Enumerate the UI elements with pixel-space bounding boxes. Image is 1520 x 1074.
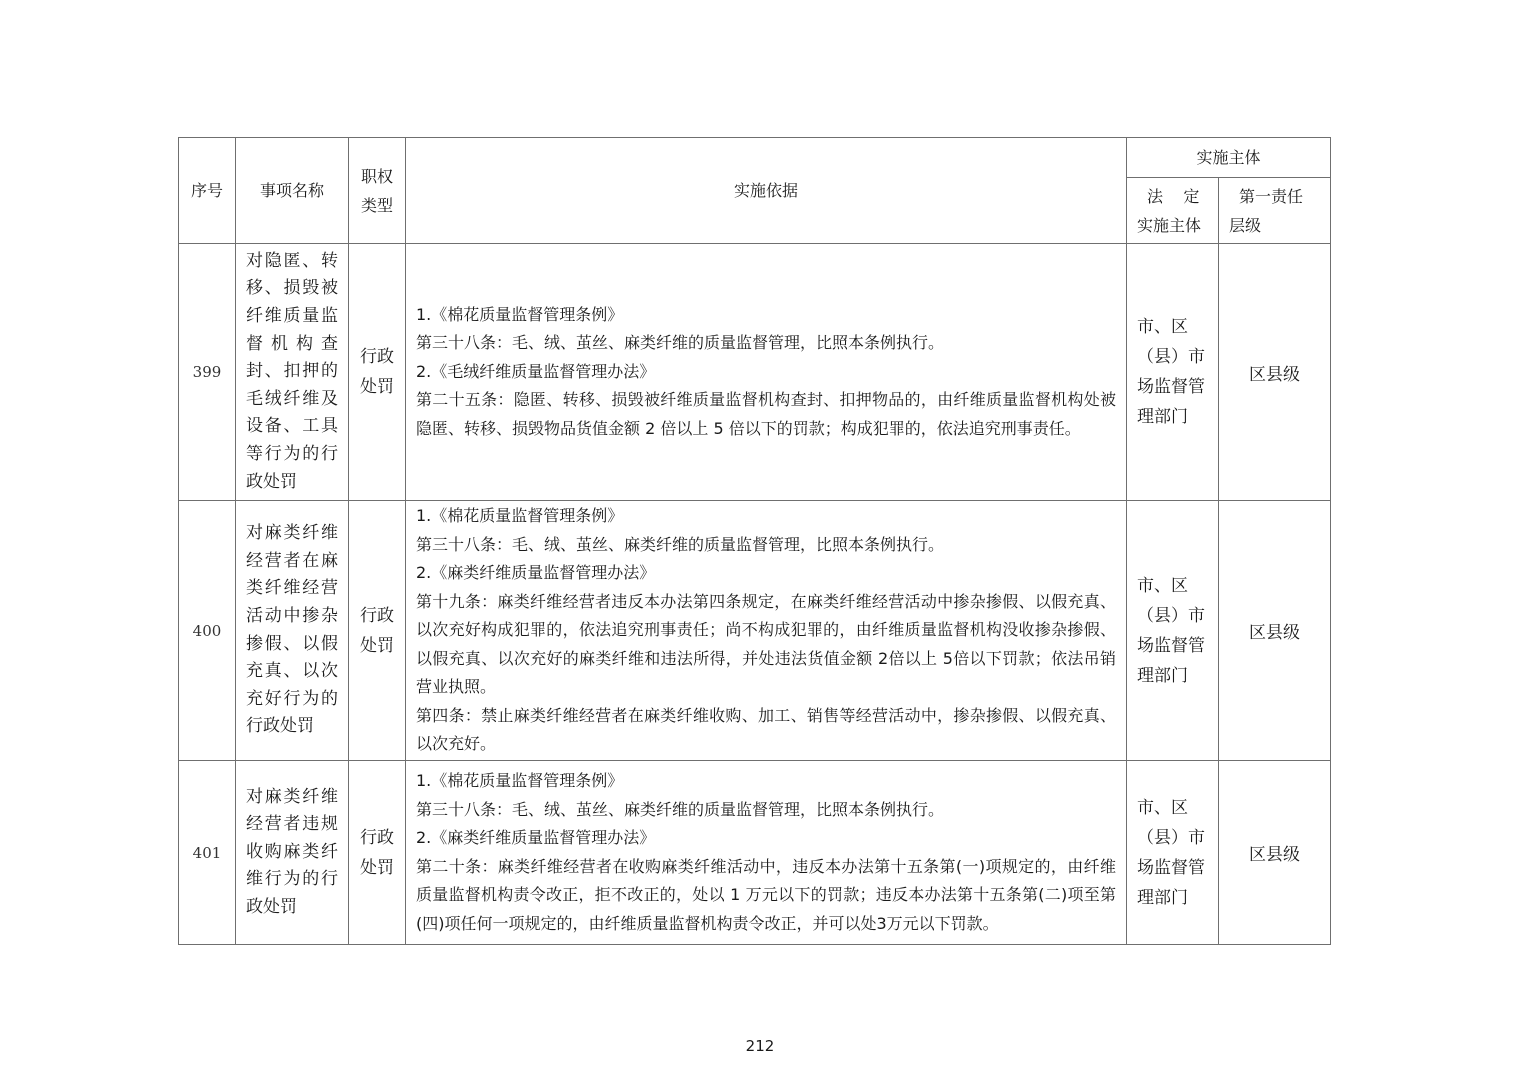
table-row [179,761,1331,945]
row-name: 对麻类纤维经营者违规收购麻类纤维行为的行政处罚 [236,761,349,945]
row-body: 市、区（县）市场监督管理部门 [1127,244,1219,501]
row-type [349,501,406,761]
row-level: 区县级 [1219,501,1331,761]
header-seq: 序号 [179,138,236,244]
row-level: 区县级 [1219,244,1331,501]
row-seq: 400 [179,501,236,761]
header-name: 事项名称 [236,138,349,244]
header-legal [1127,178,1219,244]
page-number: 212 [745,1037,775,1055]
table-row [179,501,1331,761]
row-basis [406,501,1127,761]
header-basis: 实施依据 [406,138,1127,244]
basis-line: 1.《棉花质量监督管理条例》 [416,506,624,526]
basis-line: 1.《棉花质量监督管理条例》 [416,771,624,790]
row-body: 市、区（县）市场监督管理部门 [1127,761,1219,945]
matters-table [178,137,1331,945]
row-type-line2: 处罚 [360,377,394,397]
row-type-line2: 处罚 [360,857,394,878]
header-body: 实施主体 [1127,138,1331,178]
header-type-line2: 类型 [360,195,393,215]
header-legal-line2: 实施主体 [1137,215,1202,235]
basis-line: 第三十八条：毛、绒、茧丝、麻类纤维的质量监督管理，比照本条例执行。 [416,534,945,554]
row-name: 对麻类纤维经营者在麻类纤维经营活动中掺杂掺假、以假充真、以次充好行为的行政处罚 [236,501,349,761]
header-legal-line1: 法 定 [1147,186,1200,206]
basis-line: 1.《棉花质量监督管理条例》 [416,304,624,324]
row-name: 对隐匿、转移、损毁被纤维质量监督机构查封、扣押的毛绒纤维及设备、工具等行为的行政处罚 [236,244,349,501]
row-type-line1: 行政 [360,347,394,367]
header-resp-line1: 第一责任 [1239,186,1304,206]
basis-line: 第二十条：麻类纤维经营者在收购麻类纤维活动中，违反本办法第十五条第(一)项规定的，由纤维质量监督机构责令改正，拒不改正的，处以 1 万元以下的罚款；违反本办法第十五条第(二)项至第(四)项任何一项规定的，由纤维质量监督机构责令改正，并可以处3万元以下罚款。 [416,856,1116,933]
row-type-line1: 行政 [360,605,394,626]
row-seq: 401 [179,761,236,945]
header-resp-line2: 层级 [1229,215,1262,235]
table-row [179,244,1331,501]
row-basis [406,244,1127,501]
basis-line: 2.《毛绒纤维质量监督管理办法》 [416,361,656,381]
row-type-line1: 行政 [360,827,394,848]
header-resp [1219,178,1331,244]
header-row-1 [179,138,1331,178]
row-type-line2: 处罚 [360,635,394,656]
basis-line: 2.《麻类纤维质量监督管理办法》 [416,563,656,583]
basis-line: 2.《麻类纤维质量监督管理办法》 [416,828,656,847]
row-body: 市、区（县）市场监督管理部门 [1127,501,1219,761]
row-type [349,761,406,945]
basis-line: 第三十八条：毛、绒、茧丝、麻类纤维的质量监督管理，比照本条例执行。 [416,333,945,353]
row-level: 区县级 [1219,761,1331,945]
row-type [349,244,406,501]
header-type [349,138,406,244]
row-basis [406,761,1127,945]
basis-line: 第三十八条：毛、绒、茧丝、麻类纤维的质量监督管理，比照本条例执行。 [416,799,945,819]
row-seq: 399 [179,244,236,501]
header-type-line1: 职权 [360,166,393,186]
basis-line: 第二十五条：隐匿、转移、损毁被纤维质量监督机构查封、扣押物品的，由纤维质量监督机构处被隐匿、转移、损毁物品货值金额 2 倍以上 5 倍以下的罚款；构成犯罪的，依法追究刑事责任。 [416,390,1116,438]
basis-line: 第十九条：麻类纤维经营者违反本办法第四条规定，在麻类纤维经营活动中掺杂掺假、以假充真、以次充好构成犯罪的，依法追究刑事责任；尚不构成犯罪的，由纤维质量监督机构没收掺杂掺假、以假充真、以次充好的麻类纤维和违法所得，并处违法货值金额 2倍以上 5倍以下罚款；依法吊销营业执照。 [416,591,1116,697]
basis-line: 第四条：禁止麻类纤维经营者在麻类纤维收购、加工、销售等经营活动中，掺杂掺假、以假充真、以次充好。 [416,705,1116,754]
